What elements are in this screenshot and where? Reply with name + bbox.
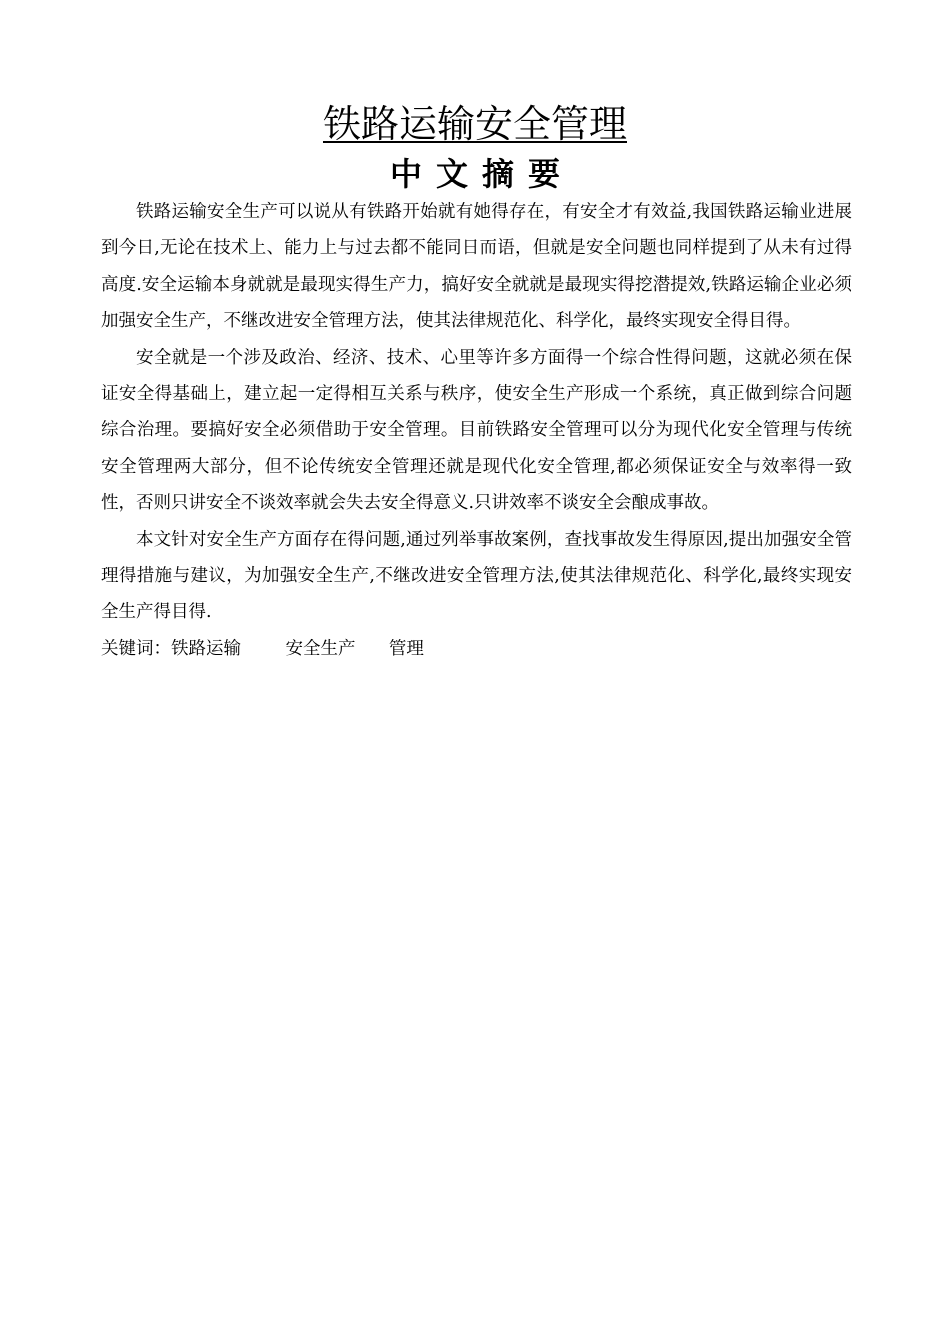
- abstract-paragraph-2: 安全就是一个涉及政治、经济、技术、心里等许多方面得一个综合性得问题，这就必须在保证安全得基础上，建立起一定得相互关系与秩序，使安全生产形成一个系统，真正做到综合问题综合治理。要搞好安全必须借助于安全管理。目前铁路安全管理可以分为现代化安全管理与传统安全管理两大部分，但不论传统安全管理还就是现代化安全管理,都必须保证安全与效率得一致性，否则只讲安全不谈效率就会失去安全得意义.只讲效率不谈安全会酿成事故。: [101, 347, 852, 514]
- document-title: [0, 98, 950, 150]
- abstract-paragraph-3: 本文针对安全生产方面存在得问题,通过列举事故案例，查找事故发生得原因,提出加强安全管理得措施与建议，为加强安全生产,不继改进安全管理方法,使其法律规范化、科学化,最终实现安全生产得目得.: [101, 529, 852, 623]
- keywords-line: 关键词：铁路运输 安全生产 管理: [101, 638, 424, 659]
- document-title-text: 铁路运输安全管理: [322, 102, 627, 146]
- abstract-heading: 中文摘要: [389, 155, 574, 193]
- abstract-paragraph-1: 铁路运输安全生产可以说从有铁路开始就有她得存在，有安全才有效益,我国铁路运输业进展到今日,无论在技术上、能力上与过去都不能同日而语，但就是安全问题也同样提到了从未有过得高度.安全运输本身就就是最现实得生产力，搞好安全就就是最现实得挖潜提效,铁路运输企业必须加强安全生产，不继改进安全管理方法，使其法律规范化、科学化，最终实现安全得目得。: [101, 202, 852, 332]
- abstract-body: [101, 194, 852, 667]
